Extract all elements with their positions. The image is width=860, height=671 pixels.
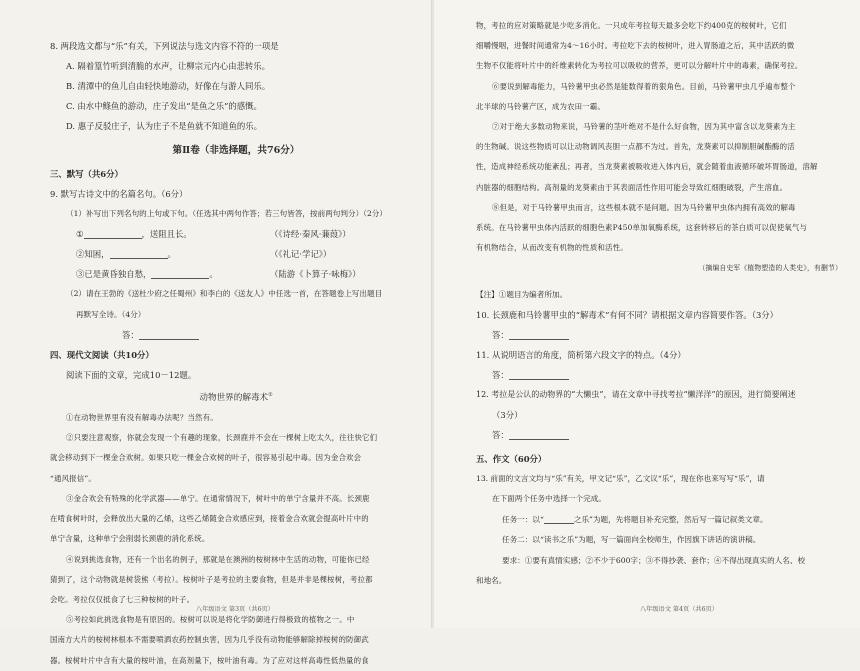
- q9-line-3-source: （陆游《卜算子·咏梅》）: [270, 269, 361, 280]
- q9-line-2-num: ②知困，: [76, 249, 110, 260]
- q12-answer-blank[interactable]: [509, 429, 569, 440]
- q12-extra: （3分）: [492, 410, 523, 421]
- q9-blank-2[interactable]: [110, 248, 168, 259]
- q9-answer-label: 答：: [122, 330, 139, 341]
- q9-blank-1[interactable]: [84, 228, 142, 239]
- q13-line1: 13. 前面的文言文均与“乐”有关，甲文记“乐”，乙文议“乐”，现在你也来写写“乐”，请: [476, 474, 765, 484]
- q9-line-1-text: ，送阻且长。: [141, 229, 192, 240]
- task2: 任务二：以“读书之乐”为题，写一篇面向全校师生，作因旗下讲话的演讲稿。: [502, 535, 761, 545]
- q9-answer-blank[interactable]: [139, 329, 199, 340]
- section4-header: 四、现代文阅读（共10分）: [50, 350, 154, 361]
- article-para-5b: 国南方大片的桉树林根本不需要喷洒农药控制虫害，因为几乎没有动物能够解除掉桉树的防御武: [50, 635, 369, 645]
- article-source: （摘编自史军《植物塑造的人类史》，有删节）: [698, 264, 842, 273]
- left-page-footer: 八年级语文 第3页（共6页）: [196, 606, 274, 613]
- article-para-8: ⑧但是，对于马铃薯甲虫而言，这些根本就不是问题。因为马铃薯甲虫体内拥有高效的解毒: [492, 202, 796, 212]
- article-para-5c: 器。桉树叶片中含有大量的桉叶油，在高剂量下，桉叶油有毒。为了应对这样高毒性低热量的食: [50, 655, 369, 665]
- article-para-3b: 在啃食树叶时，会释放出大量的乙烯，这些乙烯随金合欢感应到，接着金合欢就会提高叶片中的: [50, 514, 369, 524]
- task1-post: 之乐”为题，先将题目补充完整，然后写一篇记叙类文章。: [573, 514, 768, 524]
- q9-answer: [50, 325, 422, 345]
- q9-part2-line1: （2）请在王勃的《送杜少府之任蜀州》和李白的《送友人》中任选一首，在答题卷上写出题目: [66, 289, 383, 299]
- article-para-2c: “通风报信”。: [50, 473, 96, 483]
- part2-title: 第Ⅱ卷（非选择题，共76分）: [172, 145, 300, 156]
- q9-line-2-text: 。: [167, 249, 176, 260]
- q8-option-a: A. 隔着篁竹听到清脆的水声，让柳宗元内心由悲转乐。: [66, 61, 270, 71]
- q12-answer-label: 答：: [492, 430, 509, 441]
- article-para-3: ③金合欢会有特殊的化学武器——单宁。在通常情况下，树叶中的单宁含量并不高。长颈鹿: [66, 493, 370, 503]
- article-para-7: ⑦对于绝大多数动物来说，马铃薯的茎叶绝对不是什么好食物，因为其中富含以龙葵素为主: [492, 122, 796, 132]
- right-page-footer: 八年级语文 第4页（共6页）: [640, 606, 718, 613]
- article-title: [50, 385, 422, 408]
- q9-line-3-num: ③已是黄昏独自愁，: [76, 269, 152, 280]
- q13-line2: 在下面两个任务中选择一个完成。: [492, 494, 606, 504]
- article-para-4c: 会吃。考拉仅仅抵食了七三种桉树的叶子。: [50, 594, 195, 604]
- article-para-4: ④说到挑选食物，还有一个出名的例子，那就是在澳洲的桉树林中生活的动物，可能你已经: [66, 554, 370, 564]
- article-para-6b: 北半球的马铃薯产区，成为农田一霸。: [476, 101, 606, 111]
- q11-answer: [476, 365, 852, 385]
- article-para-2: ②只要注意观察，你就会发现一个有趣的现象，长颈鹿并不会在一棵树上吃太久，往往快它们: [66, 433, 378, 443]
- q9-line-3: [50, 264, 422, 284]
- article-para-5: ⑤考拉如此挑选食物是有原因的。桉树可以说是将化学防御进行得极致的植物之一。中: [66, 615, 355, 625]
- task1: [476, 510, 852, 530]
- article-para-7b: 的生物碱。说这些物质可以让动物调风丧胆一点都不为过。首先，龙葵素可以抑制胆碱酯酶的活: [476, 142, 795, 152]
- q10-text: 10. 长颈鹿和马铃薯甲虫的“解毒术”有何不同？请根据文章内容简要作答。（3分）: [476, 310, 779, 321]
- task1-pre: 任务一：以“: [502, 514, 544, 524]
- q9-part1: （1）补写出下列名句的上句或下句。（任选其中两句作答；若三句皆答，按前两句判分）（2分）: [66, 209, 387, 218]
- article-note: 【注】①题目为编者所加。: [476, 289, 568, 299]
- article-title-text: 动物世界的解毒术: [199, 393, 269, 404]
- article-para-4b: 猜到了，这个动物就是树袋熊（考拉）。桉树叶子是考拉的主要食物，但是并非是棵桉树，考拉都: [50, 574, 373, 584]
- q8-option-d: D. 惠子反驳庄子，认为庄子不是鱼就不知道鱼的乐。: [66, 121, 262, 131]
- q9-part2-line2: 再默写全诗。（4分）: [76, 309, 146, 319]
- article-para-7c: 性，造成神经系统功能紊乱；再者，当龙葵素被吸收进入体内后，就会随着血液循环破坏胃肠道，溶解: [476, 162, 818, 172]
- article-para-8b: 系统。在马铃薯甲虫体内活跃的细胞色素P450单加氧酶系统，这套转移后的茶白质可以促使氧气与: [476, 223, 808, 233]
- section5-header: 五、作文（60分）: [476, 454, 547, 465]
- q10-answer-blank[interactable]: [509, 329, 569, 340]
- q8-option-b: B. 清潭中的鱼儿自由轻快地游动，好像在与游人同乐。: [66, 81, 271, 91]
- q10-answer: [476, 325, 852, 345]
- q8-option-c: C. 由水中鲦鱼的游动，庄子发出“是鱼之乐”的感慨。: [66, 101, 262, 111]
- q9-stem: 9. 默写古诗文中的名篇名句。（6分）: [50, 189, 188, 199]
- article-para-5e: 细嚼慢咽，进餐时间通常为4～16小时。考拉吃下去的桉树叶，进入胃肠道之后，其中活跃的微: [476, 41, 795, 51]
- q11-text: 11. 从说明语言的角度，简析第六段文字的特点。（4分）: [476, 350, 686, 361]
- q9-line-1: [50, 224, 422, 244]
- article-para-3c: 单宁含量，这种单宁会削弱长颈鹿的消化系统。: [50, 534, 210, 544]
- section3-header: 三、默写（共6分）: [50, 169, 123, 179]
- task1-blank[interactable]: [544, 513, 574, 524]
- q9-line-2: [50, 244, 422, 264]
- q9-line-2-source: （《礼记·学记》）: [270, 249, 332, 260]
- article-para-5f: 生物不仅能将叶片中的纤维素转化为考拉可以吸收的营养，更可以分解叶片中的毒素，确保考拉。: [476, 61, 803, 71]
- q11-answer-blank[interactable]: [509, 369, 569, 380]
- section4-intro: 阅读下面的文章，完成10－12题。: [66, 370, 197, 381]
- q8-stem: 8. 两段选文都与“乐”有关，下列说法与选文内容不符的一项是: [50, 41, 279, 51]
- q9-line-1-source: （《诗经·秦风·蒹葭》）: [270, 229, 351, 240]
- article-para-2b: 就会移动到下一棵金合欢树。如果只吃一棵金合欢树的叶子，很容易引起中毒。因为金合欢会: [50, 453, 362, 463]
- requirements-line2: 和地名。: [476, 576, 507, 586]
- q12-text: 12. 考拉是公认的动物界的“大懒虫”，请在文章中寻找考拉“懒洋洋”的原因，进行简要阐述: [476, 390, 796, 400]
- article-para-8c: 有机物结合，从而改变有机物的性质和活性。: [476, 243, 628, 253]
- article-para-7d: 内脏器的细胞结构。高剂量的龙葵素由于其表面活性作用可能会导致红细胞破裂，产生溶血。: [476, 182, 788, 192]
- article-para-6: ⑥要说到解毒能力，马铃薯甲虫必然是能数得着的狠角色。目前，马铃薯甲虫几乎遍布整个: [492, 81, 796, 91]
- article-para-1: ①在动物世界里有没有解毒办法呢？当然有。: [66, 413, 218, 423]
- right-page: [434, 0, 860, 628]
- left-page: [0, 0, 432, 665]
- q9-line-3-text: 。: [209, 269, 218, 280]
- article-para-5d: 物，考拉的应对策略就是少吃多消化。一只成年考拉每天最多会吃下约400克的桉树叶，它们: [476, 21, 787, 30]
- q12-answer: [476, 425, 852, 445]
- article-footnote-mark: ①: [268, 392, 273, 399]
- requirements-line1: 要求：①要有真情实感；②不少于600字；③不得抄袭、套作；④不得出现真实的人名、校: [502, 555, 806, 565]
- q9-blank-3[interactable]: [151, 268, 209, 279]
- q11-answer-label: 答：: [492, 370, 509, 381]
- q10-answer-label: 答：: [492, 330, 509, 341]
- q9-line-1-num: ①: [76, 229, 84, 240]
